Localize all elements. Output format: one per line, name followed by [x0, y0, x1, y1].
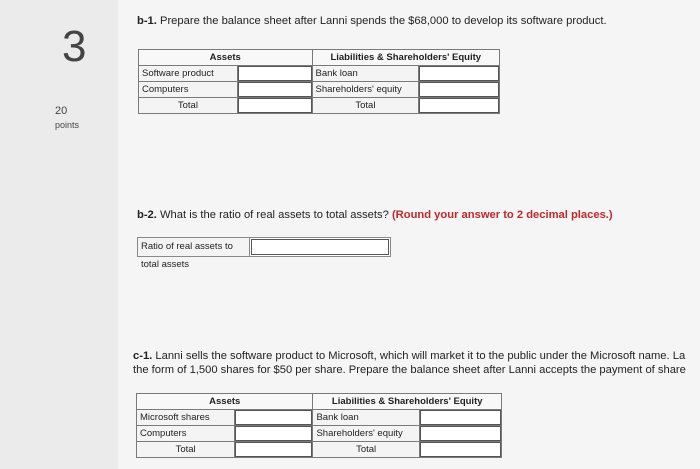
ratio-input[interactable] — [251, 239, 389, 255]
points-value: 20 — [55, 105, 68, 117]
table-row — [139, 66, 500, 82]
c1-computers-input[interactable] — [235, 426, 312, 441]
c1-liab-input-cell — [419, 410, 501, 426]
c1-question — [133, 349, 686, 377]
b1-asset-input-cell — [237, 82, 312, 98]
c1-text-line2: the form of 1,500 shares for $50 per share. Prepare the balance sheet after Lanni accepts the payment of share — [133, 364, 686, 376]
b1-software-product-input[interactable] — [238, 66, 312, 81]
table-row — [137, 410, 502, 426]
points-info — [55, 104, 79, 132]
question-sidebar — [0, 0, 118, 469]
b1-assets-total-input[interactable] — [238, 98, 312, 113]
b1-bank-loan-input[interactable] — [419, 66, 499, 81]
question-number: 3 — [62, 22, 87, 71]
b1-liab-header: Liabilities & Shareholders' Equity — [312, 50, 500, 66]
c1-liab-input-cell — [419, 426, 501, 442]
c1-asset-input-cell — [235, 442, 313, 458]
c1-microsoft-shares-input[interactable] — [235, 410, 312, 425]
b2-instruction: (Round your answer to 2 decimal places.) — [391, 209, 613, 221]
b1-asset-label: Computers — [139, 82, 238, 98]
c1-asset-label: Microsoft shares — [137, 410, 235, 426]
points-label: points — [55, 120, 80, 130]
b1-computers-input[interactable] — [238, 82, 312, 97]
table-row — [137, 426, 502, 442]
b1-prefix: b-1. — [137, 15, 157, 27]
c1-liab-label: Shareholders' equity — [313, 426, 419, 442]
b1-asset-input-cell — [237, 66, 312, 82]
b1-liab-input-cell — [419, 98, 500, 114]
b2-text: What is the ratio of real assets to total assets? — [156, 209, 392, 221]
ratio-field-row — [137, 237, 391, 270]
c1-liab-header: Liabilities & Shareholders' Equity — [313, 394, 502, 410]
b1-liab-total-label: Total — [312, 98, 419, 114]
c1-liab-total-label: Total — [313, 442, 419, 458]
b1-asset-input-cell — [237, 98, 312, 114]
c1-asset-total-label: Total — [137, 442, 235, 458]
b1-asset-total-label: Total — [139, 98, 238, 114]
b2-question — [137, 209, 613, 221]
c1-text: Lanni sells the software product to Microsoft, which will market it to the public under the Microsoft name. La — [152, 350, 686, 362]
b1-asset-label: Software product — [139, 66, 238, 82]
b1-shareholders-equity-input[interactable] — [419, 82, 499, 97]
b1-liab-total-input[interactable] — [419, 98, 499, 113]
b1-liab-input-cell — [419, 66, 500, 82]
table-row — [139, 82, 500, 98]
b1-text: Prepare the balance sheet after Lanni spends the $68,000 to develop its software product. — [156, 15, 607, 27]
c1-balance-sheet — [136, 393, 502, 458]
b1-assets-header: Assets — [139, 50, 313, 66]
b2-prefix: b-2. — [137, 209, 157, 221]
c1-asset-label: Computers — [137, 426, 235, 442]
b1-liab-label: Shareholders' equity — [312, 82, 419, 98]
c1-liab-label: Bank loan — [313, 410, 419, 426]
c1-assets-header: Assets — [137, 394, 313, 410]
table-row — [139, 98, 500, 114]
b1-question — [137, 15, 607, 27]
b1-liab-input-cell — [419, 82, 500, 98]
c1-asset-input-cell — [235, 426, 313, 442]
c1-asset-input-cell — [235, 410, 313, 426]
c1-liab-input-cell — [419, 442, 501, 458]
table-row — [137, 442, 502, 458]
c1-assets-total-input[interactable] — [235, 442, 312, 457]
c1-liab-total-input[interactable] — [420, 442, 501, 457]
ratio-label: Ratio of real assets to total assets — [138, 238, 250, 256]
b1-liab-label: Bank loan — [312, 66, 419, 82]
c1-prefix: c-1. — [133, 350, 153, 362]
b1-balance-sheet — [138, 49, 500, 114]
c1-shareholders-equity-input[interactable] — [420, 426, 501, 441]
c1-bank-loan-input[interactable] — [420, 410, 501, 425]
